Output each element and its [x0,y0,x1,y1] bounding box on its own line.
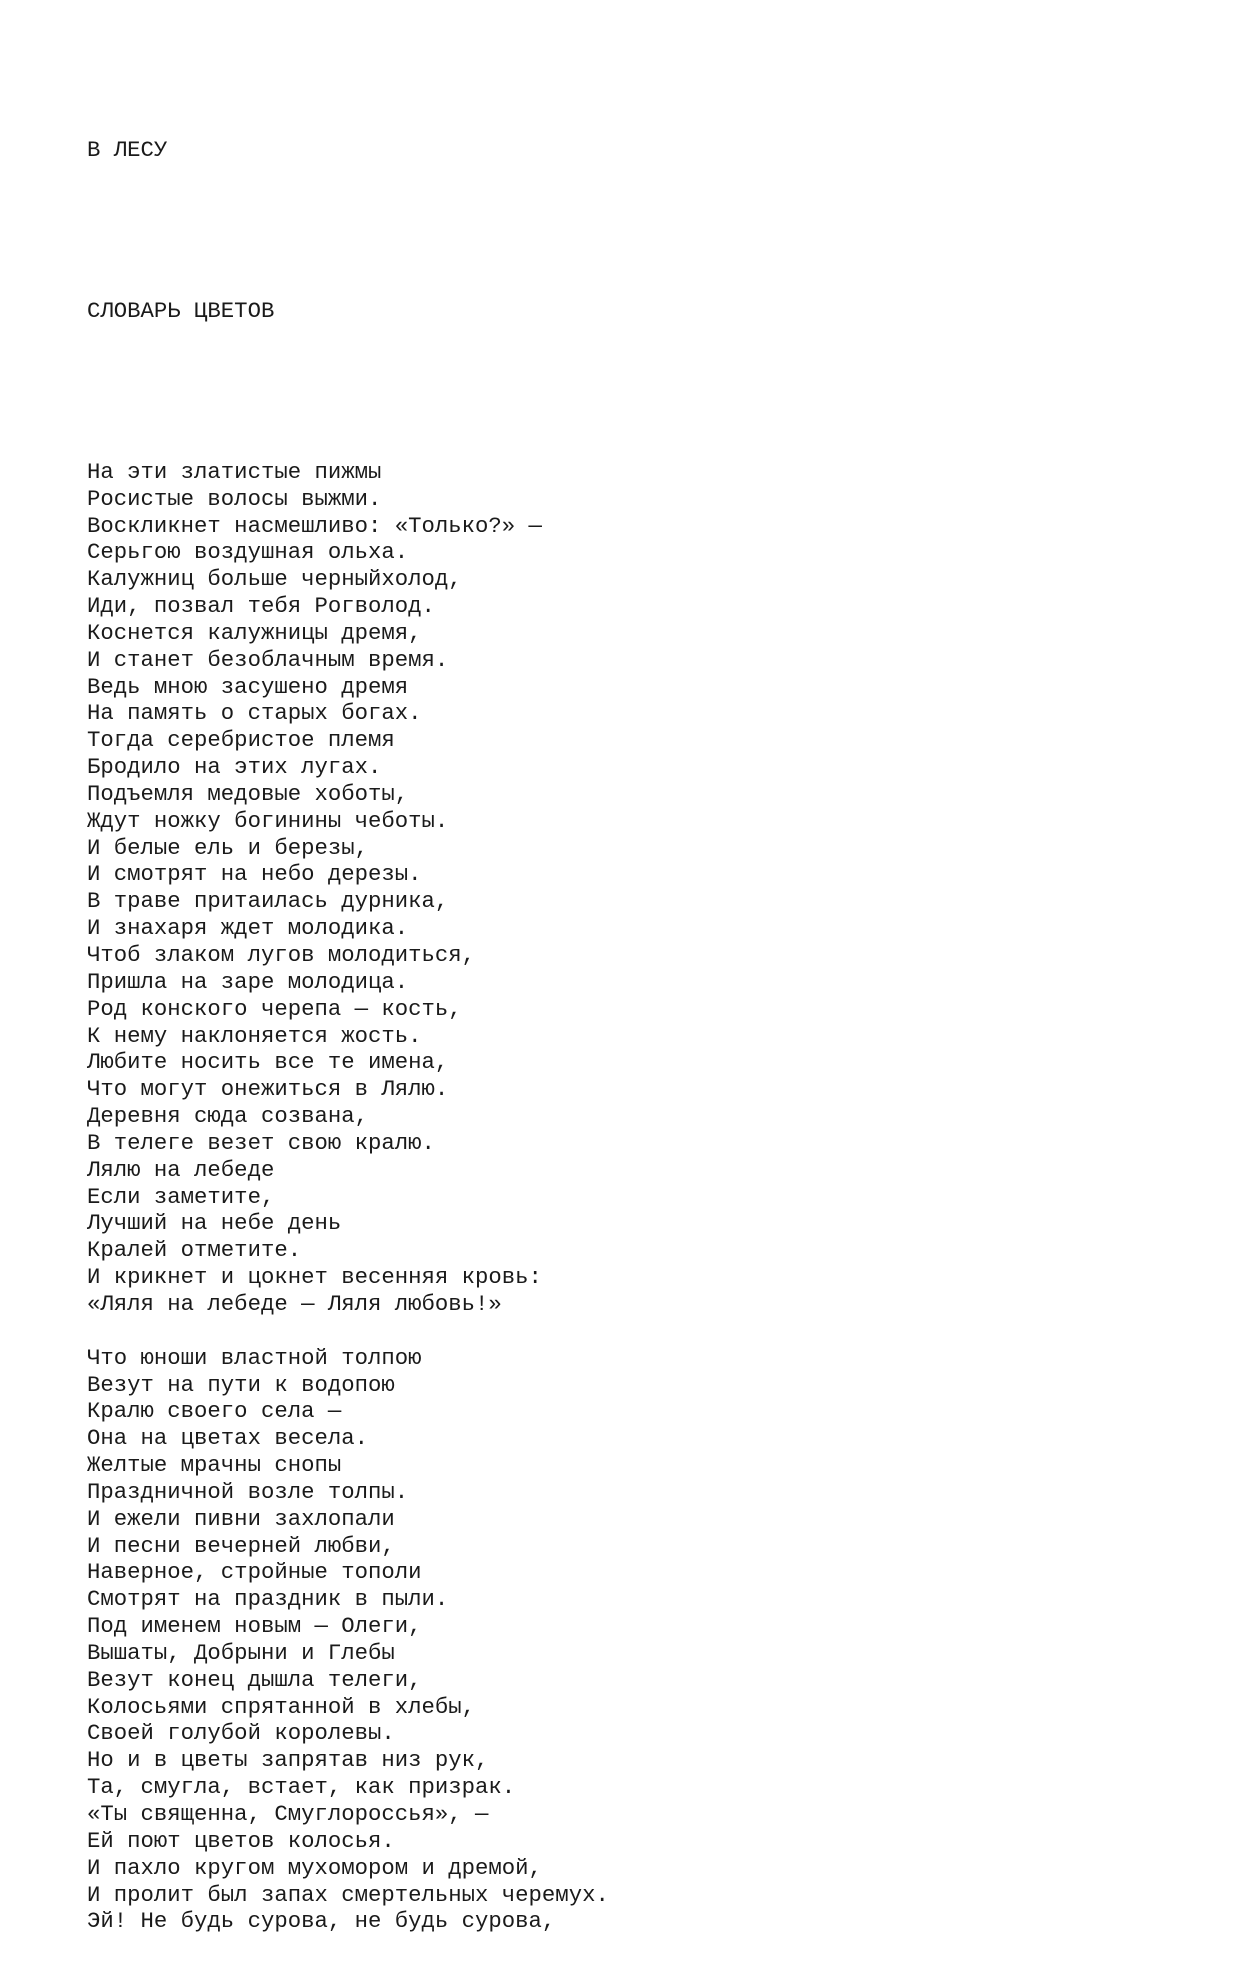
poem-line: Лялю на лебеде [87,1156,275,1183]
poem-line: И смотрят на небо дерезы. [87,861,422,888]
poem-line: И знахаря ждет молодика. [87,915,409,942]
poem-line: И песни вечерней любви, [87,1532,395,1559]
poem-line: И белые ель и березы, [87,834,368,861]
blank-line [87,217,1187,244]
poem-line: Пришла на заре молодица. [87,968,409,995]
poem-line: Что юноши властной толпою [87,1344,422,1371]
poem-line: Подъемля медовые хоботы, [87,780,409,807]
poem-line: Вышаты, Добрыни и Глебы [87,1639,395,1666]
poem-line: Под именем новым — Олеги, [87,1613,422,1640]
poem-line: Она на цветах весела. [87,1425,368,1452]
poem-line: Коснется калужницы дремя, [87,619,422,646]
poem-line: Кралей отметите. [87,1237,302,1264]
poem-line: Род конского черепа — кость, [87,995,462,1022]
poem-line: Что могут онежиться в Лялю. [87,1076,449,1103]
poem-line: В телеге везет свою кралю. [87,1129,435,1156]
poem-line: Любите носить все те имена, [87,1049,449,1076]
poem-line: Ей поют цветов колосья. [87,1827,395,1854]
poem-line: Ждут ножку богинины чеботы. [87,807,449,834]
page-title: В ЛЕСУ [87,136,168,163]
poem-line: Наверное, стройные тополи [87,1559,422,1586]
poem-line: Лучший на небе день [87,1210,342,1237]
poem-line: Тогда серебристое племя [87,727,395,754]
poem-line: Но и в цветы запрятав низ рук, [87,1747,489,1774]
stanza [87,1345,1187,1936]
poem-line: Везут на пути к водопою [87,1371,395,1398]
poem-line: На память о старых богах. [87,700,422,727]
poem-line: Смотрят на праздник в пыли. [87,1586,449,1613]
poem-line: Чтоб злаком лугов молодиться, [87,942,476,968]
poem-line: Воскликнет насмешливо: «Только?» — [87,512,542,539]
poem-line: И крикнет и цокнет весенняя кровь: [87,1264,542,1291]
poem-line: Та, смугла, встает, как призрак. [87,1774,516,1801]
poem-line: Серьгою воздушная ольха. [87,539,409,566]
stanza [87,459,1187,1318]
poem-line: Иди, позвал тебя Рогволод. [87,593,435,620]
poem-line: Росистые волосы выжми. [87,485,382,512]
poem-line: И пахло кругом мухомором и дремой, [87,1854,542,1881]
poem-line: Калужниц больше черныйхолод, [87,566,462,593]
document-page [87,83,1187,1962]
poem-line: Своей голубой королевы. [87,1720,395,1747]
blank-line [87,378,1187,405]
poem-line: «Ляля на лебеде — Ляля любовь!» [87,1290,502,1317]
poem-line: Желтые мрачны снопы [87,1452,342,1479]
poem-line: Если заметите, [87,1183,275,1210]
poem-line: Колосьями спрятанной в хлебы, [87,1693,476,1720]
poem-line: К нему наклоняется жость. [87,1022,422,1049]
poem-line: Кралю своего села — [87,1398,342,1425]
poem-line: Деревня сюда созвана, [87,1103,368,1130]
poem-line: И ежели пивни захлопали [87,1505,395,1532]
poem-line: Ведь мною засушено дремя [87,673,409,700]
poem-line: «Ты священна, Смуглороссья», — [87,1801,489,1827]
poem-line: Праздничной возле толпы. [87,1478,409,1505]
poem-line: На эти златистые пижмы [87,458,382,485]
poem-line: Везут конец дышла телеги, [87,1666,422,1693]
poem-line: Эй! Не будь сурова, не будь сурова, [87,1908,556,1935]
poem-line: Бродило на этих лугах. [87,754,382,781]
poem-body [87,459,1187,1935]
poem-line: В траве притаилась дурника, [87,888,449,915]
poem-line: И станет безоблачным время. [87,646,449,673]
blank-line [87,1318,1187,1345]
poem-line: И пролит был запах смертельных черемух. [87,1881,609,1908]
section-title: СЛОВАРЬ ЦВЕТОВ [87,297,275,324]
